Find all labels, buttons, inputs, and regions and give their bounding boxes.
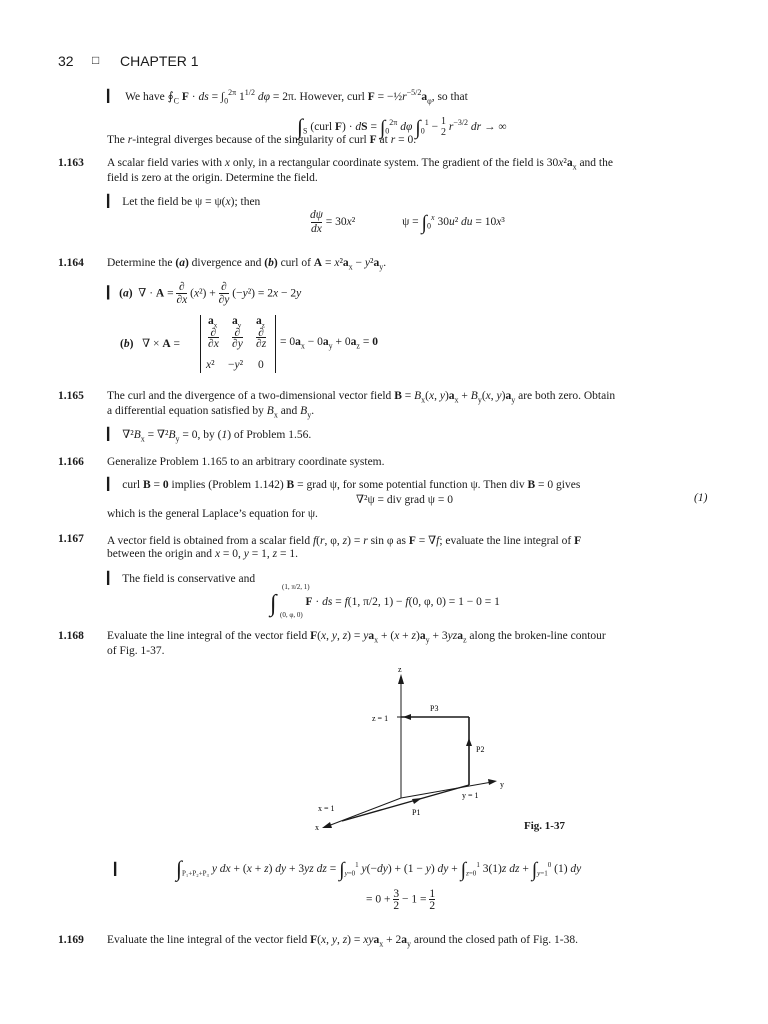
solution-line: ▎ curl B = 0 implies (Problem 1.142) B = grad ψ, for some potential function ψ. Then div B = 0 gives [107,477,581,491]
problem-text: Generalize Problem 1.165 to an arbitrary coordinate system. [107,456,385,468]
problem-text: A vector field is obtained from a scalar field f(r, φ, z) = r sin φ as F = ∇f; evaluate the line integral of F [107,535,582,547]
problem-number: 1.169 [58,934,84,946]
path-p1 [342,785,469,821]
solution-line: ▎ Let the field be ψ = ψ(x); then [107,194,261,208]
problem-text: between the origin and x = 0, y = 1, z = 1. [107,548,299,560]
y1-label: y = 1 [462,791,479,800]
figure-1-37 [300,660,540,840]
solution-mark-icon: ▎ [107,88,117,103]
text-line: which is the general Laplace’s equation for ψ. [107,508,318,520]
x-axis-arrow-icon [322,822,332,828]
y-axis-arrow-icon [488,779,497,785]
z-axis-label: z [398,665,402,674]
divergence-equation: ▎ (a) ∇ · A = ∂ ∂x (x²) + ∂ ∂y (−y²) = 2x − 2y [107,281,302,306]
page-number: 32 [58,53,74,69]
p1-arrow-icon [412,798,422,804]
p2-label: P2 [476,745,485,754]
chapter-mark-icon: □ [92,53,100,67]
line-integral-equation: ∫ (1, π/2, 1) (0, φ, 0) F · ds = f(1, π/2, 1) − f(0, φ, 0) = 1 − 0 = 1 [270,583,500,619]
field-equation: $\frac{d\psi}{dx} = 30x^2$ $\psi = \int_0^x$ 30u² du = 10x³ [310,208,505,235]
equation-number: (1) [694,492,708,504]
problem-number: 1.166 [58,456,84,468]
x-axis [328,798,401,826]
problem-text: Determine the (a) divergence and (b) curl of $A = x^2a_x - y^2a_y$. [107,257,387,272]
problem-number: 1.168 [58,630,84,642]
solution-line: ▎ The field is conservative and [107,571,256,585]
solution-line: ▎ $\nabla^2B_x = \nabla^2B_y = 0$, by (1) of Problem 1.56. [107,427,312,444]
problem-text: The curl and the divergence of a two-dimensional vector field $B = B_x(x$, $y)a_x + B_y(x$, $y)a_y$ are both zero. Obtain [107,390,616,405]
problem-text: Evaluate the line integral of the vector field F(x, y, $z) = ya_x + (x + z)a_y + 3yza_z$ along the broken-line contour [107,630,606,645]
solution-mark-icon: ▎ [114,862,124,876]
p3-label: P3 [430,704,439,713]
problem-number: 1.164 [58,257,84,269]
p3-arrow-icon [403,714,411,720]
chapter-title: CHAPTER 1 [120,53,199,69]
problem-text: field is zero at the origin. Determine the field. [107,172,318,184]
laplace-equation: ∇²ψ = div grad ψ = 0 [356,494,453,506]
problem-text: Evaluate the line integral of the vector field F(x, y, $z) = xya_x + 2a_y$ around the closed path of Fig. 1-38. [107,934,579,949]
figure-caption: Fig. 1-37 [524,820,565,832]
problem-text: of Fig. 1-37. [107,645,165,657]
x1-label: x = 1 [318,804,335,813]
result-equation: = 0 + 3 2 − 1 = 1 2 [366,888,436,912]
x-axis-label: x [315,823,319,832]
text-line: The r-integral diverges because of the singularity of curl F at r = 0. [107,134,417,146]
problem-number: 1.163 [58,157,84,169]
broken-line-integral: $\int_{P_1+P_2+P_3}$ y dx + (x + z) dy + 3yz dz = $\int_{y=0}^1$ y(−dy) + (1 − y) dy + $\int_{z=0}^1$ 3(1)z dz + $\int_{y=1}^0$ (1) dy [176,856,582,881]
textbook-page: 32 □ CHAPTER 1 ▎ We have $∮_C$ F · ds = $\int_0^{2\pi}$ $1^{1/2}$ dφ = 2π. However, curl $F = -\frac{1}{2}r^{-5/2}a_\varphi$, so that $\int_S$ (curl F) · dS = $\int_0^{2\pi}$ dφ $\int_0^1 - 1$ 2 $r^{-3/2}$ dr → ∞ The r-integral diverges because of the singularity of curl F at r = 0. 1.163 A scalar field varies with x only, in a rectangular coordinate system. The gradient of the field is $30x^2a_x$ and the field is zero at the origin. Determine the field. ▎ Let the field be ψ = ψ(x); then $\frac{d\psi}{dx} = 30x^2$ $\psi = \int_0^x$ 30u² du = 10x³ 1.164 Determine the (a) divergence and (b) curl of $A = x^2a_x - y^2a_y$. ▎ (a) ∇ · A = ∂ ∂x (x²) + ∂ ∂y (−y²) = 2x − 2y (b) ∇ × A = $a_x$ $a_y$ $a_z$ ∂ ∂x ∂ ∂y ∂ ∂z x² −y² 0 = $0a_x - 0a_y + 0a_z = 0$ 1.165 The curl and the divergence of a two-dimensional vector field $B = B_x(x$, $y)a_x + B_y(x$, $y)a_y$ are both zero. Obtain a differential equation satisfied by $B_x$ and $B_y$. ▎ $\nabla^2B_x = \nabla^2B_y = 0$, by (1) of Problem 1.56. 1.166 Generalize Problem 1.165 to an arbitrary coordinate system. ▎ curl B = 0 implies (Problem 1.142) B = grad ψ, for some potential function ψ. Then div B = 0 gives ∇²ψ = div grad ψ = 0 (1) which is the general Laplace’s equation for ψ. 1.167 A vector field is obtained from a scalar field f(r, φ, z) = r sin φ as F = ∇f; evaluate the line integral of F between the origin and x = 0, y = 1, z = 1. ▎ The field is conservative and ∫ (1, π/2, 1) (0, φ, 0) F · ds = f(1, π/2, 1) − f(0, φ, 0) = 1 − 0 = 1 1.168 Evaluate the line integral of the vector field F(x, y, $z) = ya_x + (x + z)a_y + 3yza_z$ along the broken-line contour of Fig. 1-37. z y x z = 1 y = 1 x = 1 P1 P2 P3 Fig. 1-37 ▎ $\int_{P_1+P_2+P_3}$ y dx + (x + z) dy + 3yz dz = $\int_{y=0}^1$ y(−dy) + (1 − y) dy + $\int_{z=0}^1$ 3(1)z dz + $\int_{y=1}^0$ (1) dy = 0 + 3 2 − 1 = 1 2 1.169 Evaluate the line integral of the vector field F(x, y, $z) = xya_x + 2a_y$ around the closed path of Fig. 1-38. [58,53,708,949]
p2-arrow-icon [466,738,472,746]
solution-line: ▎ We have $∮_C$ F · ds = $\int_0^{2\pi}$ $1^{1/2}$ dφ = 2π. However, curl $F = -\frac{1}{2}r^{-5/2}a_\varphi$, so that [107,88,468,106]
z-axis-arrow-icon [398,674,404,684]
problem-number: 1.165 [58,390,84,402]
problem-text: a differential equation satisfied by $B_x$ and $B_y$. [107,405,315,420]
p1-label: P1 [412,808,421,817]
y-axis-label: y [500,780,504,789]
problem-text: A scalar field varies with x only, in a rectangular coordinate system. The gradient of the field is $30x^2a_x$ and the [107,157,613,172]
z1-label: z = 1 [372,714,389,723]
problem-number: 1.167 [58,533,84,545]
curl-integral-equation: $\int_S$ (curl F) · dS = $\int_0^{2\pi}$ dφ $\int_0^1 - 1$ 2 $r^{-3/2}$ dr → ∞ [297,114,507,139]
